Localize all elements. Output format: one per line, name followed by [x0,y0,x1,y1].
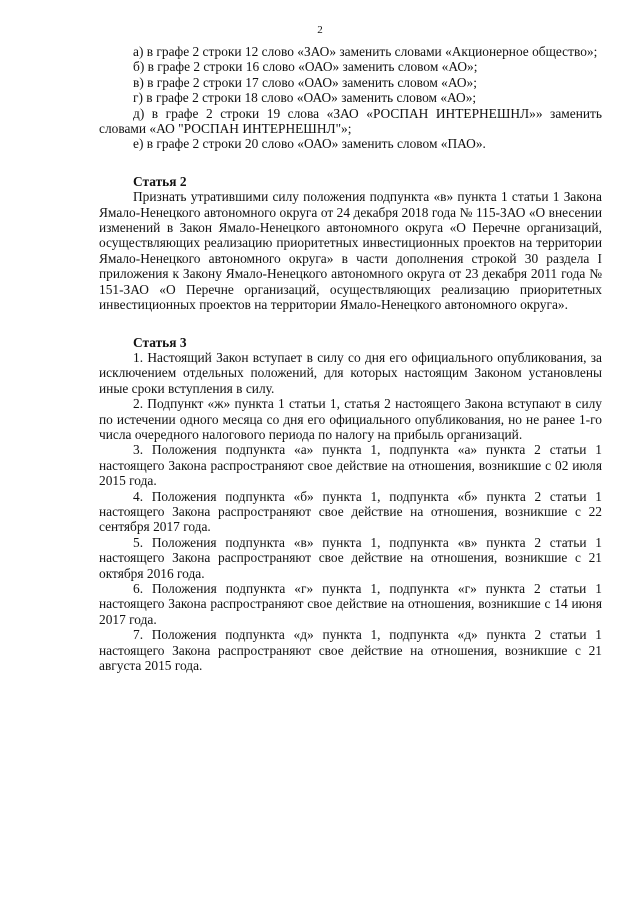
article-3-item-7: 7. Положения подпункта «д» пункта 1, подпункта «д» пункта 2 статьи 1 настоящего Закона распространяют свое действие на отношения, возникшие с 21 августа 2015 года. [99,627,602,674]
article-3-item-2: 2. Подпункт «ж» пункта 1 статьи 1, статья 2 настоящего Закона вступают в силу по истечении одного месяца со дня его официального опубликования, но не ранее 1-го числа очередного налогового периода по налогу на прибыль организаций. [99,396,602,442]
article-3-heading: Статья 3 [133,334,187,350]
article-3-item-3: 3. Положения подпункта «а» пункта 1, подпункта «а» пункта 2 статьи 1 настоящего Закона распространяют свое действие на отношения, возникшие с 02 июля 2015 года. [99,442,602,489]
article-3-item-4: 4. Положения подпункта «б» пункта 1, подпункта «б» пункта 2 статьи 1 настоящего Закона распространяют свое действие на отношения, возникшие с 22 сентября 2017 года. [99,488,602,535]
article-3-item-6: 6. Положения подпункта «г» пункта 1, подпункта «г» пункта 2 статьи 1 настоящего Закона распространяют свое действие на отношения, возникшие с 14 июня 2017 года. [99,581,602,627]
amendment-item-v: в) в графе 2 строки 17 слово «ОАО» заменить словом «АО»; [133,74,477,90]
section-spacer [99,313,602,335]
article-2-heading: Статья 2 [133,173,187,189]
amendment-item-b: б) в графе 2 строки 16 слово «ОАО» заменить словом «АО»; [133,59,478,75]
article-3-item-1: 1. Настоящий Закон вступает в силу со дня его официального опубликования, за исключением отдельных положений, для которых настоящим Законом установлены иные сроки вступления в силу. [99,349,602,396]
amendment-item-d: д) в графе 2 строки 19 слова «ЗАО «РОСПАН ИНТЕРНЕШНЛ»» заменить словами «АО "РОСПАН ИНТЕРНЕШНЛ"»; [99,105,602,137]
document-body [99,44,602,673]
section-spacer [99,152,602,174]
amendment-item-a: а) в графе 2 строки 12 слово «ЗАО» заменить словами «Акционерное общество»; [133,44,598,59]
amendment-item-g: г) в графе 2 строки 18 слово «ОАО» заменить словом «АО»; [133,90,477,106]
article-3-item-5: 5. Положения подпункта «в» пункта 1, подпункта «в» пункта 2 статьи 1 настоящего Закона распространяют свое действие на отношения, возникшие с 21 октября 2016 года. [99,534,602,581]
page-number: 2 [317,24,323,36]
amendment-item-e: е) в графе 2 строки 20 слово «ОАО» заменить словом «ПАО». [133,136,486,152]
article-2-text: Признать утратившими силу положения подпункта «в» пункта 1 статьи 1 Закона Ямало-Ненецкого автономного округа от 24 декабря 2018 года № 115-ЗАО «О внесении изменений в Закон Ямало-Ненецкого автономного округа «О Перечне организаций, осуществляющих реализацию приоритетных инвестиционных проектов на территории Ямало-Ненецкого автономного округа» в части дополнения строкой 30 раздела I приложения к Закону Ямало-Ненецкого автономного округа от 23 декабря 2011 года № 151-ЗАО «О Перечне организаций, осуществляющих реализацию приоритетных инвестиционных проектов на территории Ямало-Ненецкого автономного округа». [99,189,602,313]
